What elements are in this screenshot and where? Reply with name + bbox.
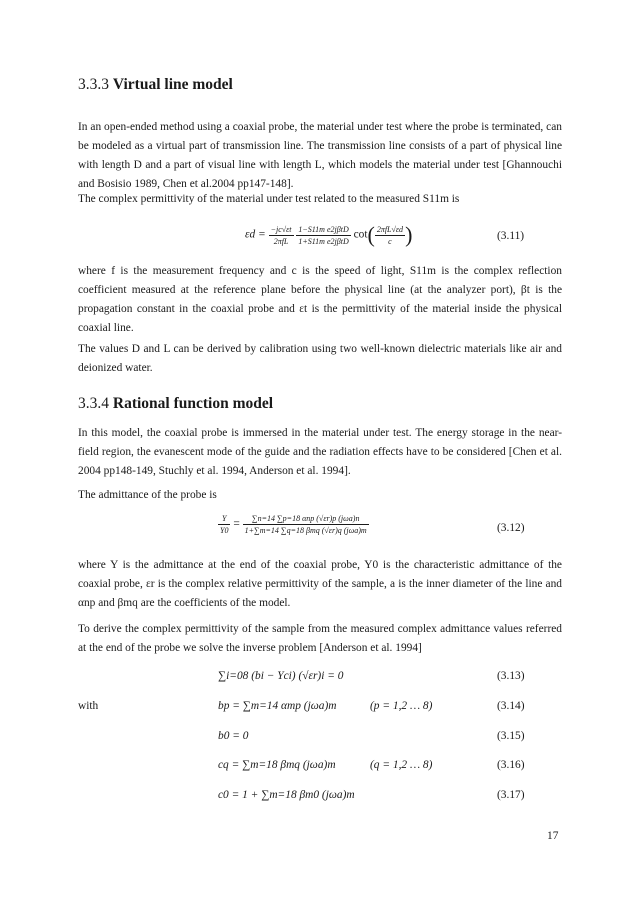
paragraph-admittance-definitions: where Y is the admittance at the end of the coaxial probe, Y0 is the characteristic admittance of the coaxial probe, εr is the complex relative permittivity of the sample, a is the inner diameter of the line and αnp and βmq are the coefficients of the model. [78,559,562,609]
equation-3-17: c0 = 1 + ∑m=18 βm0 (jωa)m [218,789,355,801]
paragraph-inverse-problem: To derive the complex permittivity of the sample from the measured complex admittance values referred at the end of the probe we solve the inverse problem [Anderson et al. 1994] [78,623,562,654]
equation-number-3-13: (3.13) [497,670,525,682]
with-label: with [78,700,99,712]
equation-3-16-condition: (q = 1,2 … 8) [370,759,433,771]
section-heading-3-3-3: 3.3.3 Virtual line model [78,76,233,93]
equation-number-3-15: (3.15) [497,730,525,742]
equation-number-3-14: (3.14) [497,700,525,712]
paragraph-rational-intro: In this model, the coaxial probe is immersed in the material under test. The energy storage in the near-field region, the evanescent mode of the guide and the radiation effects have to be considered [Chen et al. 2004 pp148-149, Stuchly et al. 1994, Anderson et al. 1994]. [78,427,562,477]
section-heading-3-3-4: 3.3.4 Rational function model [78,395,274,412]
equation-3-11: εd = $\frac{-jc√\varepsilon t}{\text{2πfL}}$ $\frac{\text{1−S11m e2jβtD}}{\text{1+S11m e2jβtD}}$ cot( $\frac{\text{2πfL√εd}}{c}$ ) [245,222,413,247]
paragraph-permittivity-relation: The complex permittivity of the material under test related to the measured S11m is [78,193,460,205]
paragraph-virtual-line-intro: In an open-ended method using a coaxial probe, the material under test where the probe is terminated, can be modeled as a virtual part of transmission line. The transmission line consists of a part of physical line with length D and a part of visual line with length L, which models the material under test [Ghannouchi and Bosisio 1989, Chen et al.2004 pp147-148]. [78,121,562,190]
equation-3-13: ∑i=08 (bi − Yci) (√εr)i = 0 [218,670,344,682]
page-number: 17 [547,830,559,842]
paragraph-symbol-definitions: where f is the measurement frequency and c is the speed of light, S11m is the complex reflection coefficient measured at the reference plane before the physical line (at the analyzer port), βt is the propagation constant in the coaxial probe and εt is the permittivity of the material inside the physical coaxial line. [78,265,562,334]
paragraph-admittance-intro: The admittance of the probe is [78,489,217,501]
equation-number-3-16: (3.16) [497,759,525,771]
equation-number-3-17: (3.17) [497,789,525,801]
equation-3-14-condition: (p = 1,2 … 8) [370,700,433,712]
paragraph-calibration: The values D and L can be derived by calibration using two well-known dielectric materials like air and deionized water. [78,343,562,374]
equation-3-12: $\frac{Y}{Y0}$ = $\frac{\text{∑n=14 ∑p=18 αnp (√εr)p (jωa)n}}{\text{1+∑m=14 ∑q=18 βmq (√εr)q (jωa)m}}$ [220,514,367,535]
equation-3-16: cq = ∑m=18 βmq (jωa)m [218,759,336,771]
equation-3-14: bp = ∑m=14 αmp (jωa)m [218,700,337,712]
equation-number-3-12: (3.12) [497,522,525,534]
equation-3-15: b0 = 0 [218,730,249,742]
equation-number-3-11: (3.11) [497,230,525,242]
